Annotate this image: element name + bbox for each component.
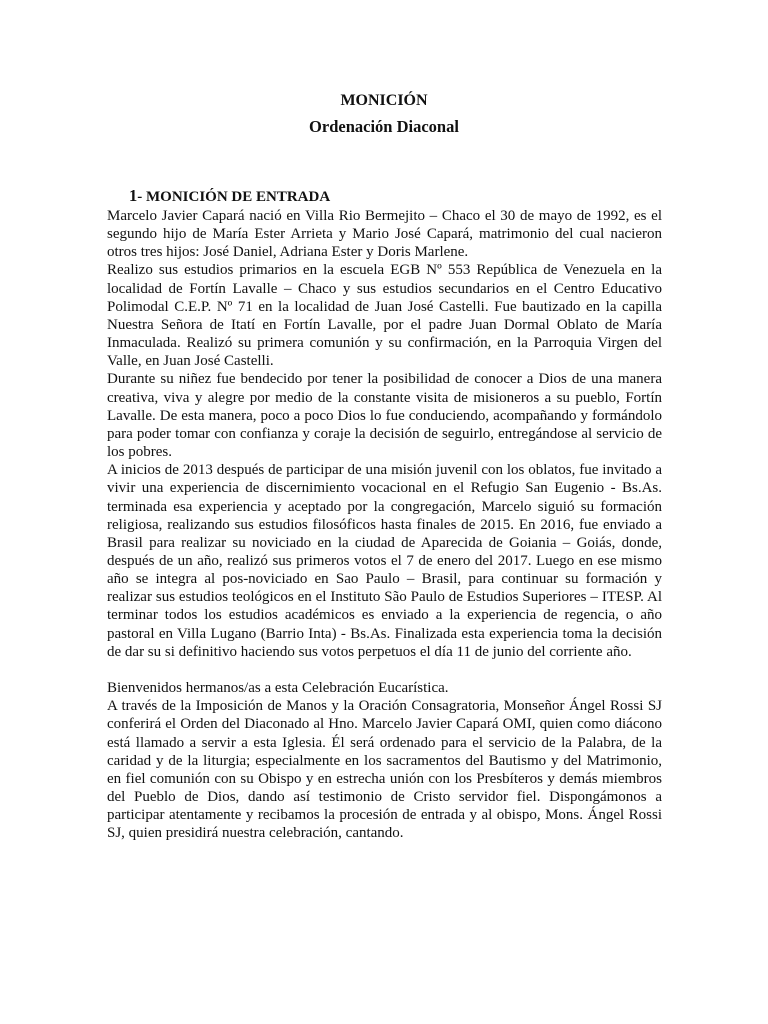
section-title: MONICIÓN DE ENTRADA: [146, 189, 331, 205]
section-separator: -: [137, 189, 146, 205]
paragraph-formation: A inicios de 2013 después de participar de una misión juvenil con los oblatos, fue invitado a vivir una experiencia de discernimiento vocacional en el Refugio San Eugenio - Bs.As. terminada esa experiencia y aceptado por la congregación, Marcelo siguió su formación religiosa, realizando sus estudios filosóficos hasta finales de 2015. En 2016, fue enviado a Brasil para realizar su noviciado en la ciudad de Aparecida de Goiania – Goiás, donde, después de un año, realizó sus primeros votos el 7 de enero del 2017. Luego en ese mismo año se integra al pos-noviciado en Sao Paulo – Brasil, para continuar su formación y realizar sus estudios teológicos en el Instituto São Paulo de Estudios Superiores – ITESP. Al terminar todos los estudios académicos es enviado a la experiencia de regencia, o año pastoral en Villa Lugano (Barrio Inta) - Bs.As. Finalizada esta experiencia toma la decisión de dar su si definitivo haciendo sus votos perpetuos el día 11 de junio del corriente año.: [107, 462, 662, 660]
section-heading: [129, 186, 330, 207]
document-title: MONICIÓN: [340, 92, 428, 109]
paragraph-childhood: Durante su niñez fue bendecido por tener la posibilidad de conocer a Dios de una manera creativa, viva y alegre por medio de la constante visita de misioneros a su pueblo, Fortín Lavalle. De esta manera, poco a poco Dios lo fue conduciendo, acompañando y formándolo para poder tomar con confianza y coraje la decisión de seguirlo, entregándose al servicio de los pobres.: [107, 371, 662, 461]
section-number: 1: [129, 186, 138, 205]
paragraph-ordination: A través de la Imposición de Manos y la Oración Consagratoria, Monseñor Ángel Rossi SJ conferirá el Orden del Diaconado al Hno. Marcelo Javier Capará OMI, quien como diácono está llamado a servir a esta Iglesia. Él será ordenado para el servicio de la Palabra, de la caridad y de la liturgia; especialmente en los sacramentos del Bautismo y del Matrimonio, en fiel comunión con su Obispo y en estrecha unión con los Presbíteros y demás miembros del Pueblo de Dios, dando así testimonio de Cristo servidor fiel. Dispongámonos a participar atentamente y recibamos la procesión de entrada y al obispo, Mons. Ángel Rossi SJ, quien presidirá nuestra celebración, cantando.: [107, 698, 662, 842]
paragraph-birth: Marcelo Javier Capará nació en Villa Rio Bermejito – Chaco el 30 de mayo de 1992, es el segundo hijo de María Ester Arrieta y Mario José Capará, matrimonio del cual nacieron otros tres hijos: José Daniel, Adriana Ester y Doris Marlene.: [107, 208, 662, 261]
paragraph-welcome: Bienvenidos hermanos/as a esta Celebración Eucarística.: [107, 680, 449, 697]
paragraph-studies: Realizo sus estudios primarios en la escuela EGB Nº 553 República de Venezuela en la localidad de Fortín Lavalle – Chaco y sus estudios secundarios en el Centro Educativo Polimodal C.E.P. Nº 71 en la localidad de Juan José Castelli. Fue bautizado en la capilla Nuestra Señora de Itatí en Fortín Lavalle, por el padre Juan Dormal Oblato de María Inmaculada. Realizó su primera comunión y su confirmación, en la Parroquia Virgen del Valle, en Juan José Castelli.: [107, 262, 662, 370]
paragraph-spacer: [107, 661, 662, 679]
document-subtitle: Ordenación Diaconal: [309, 117, 459, 136]
document-body: [107, 207, 662, 842]
